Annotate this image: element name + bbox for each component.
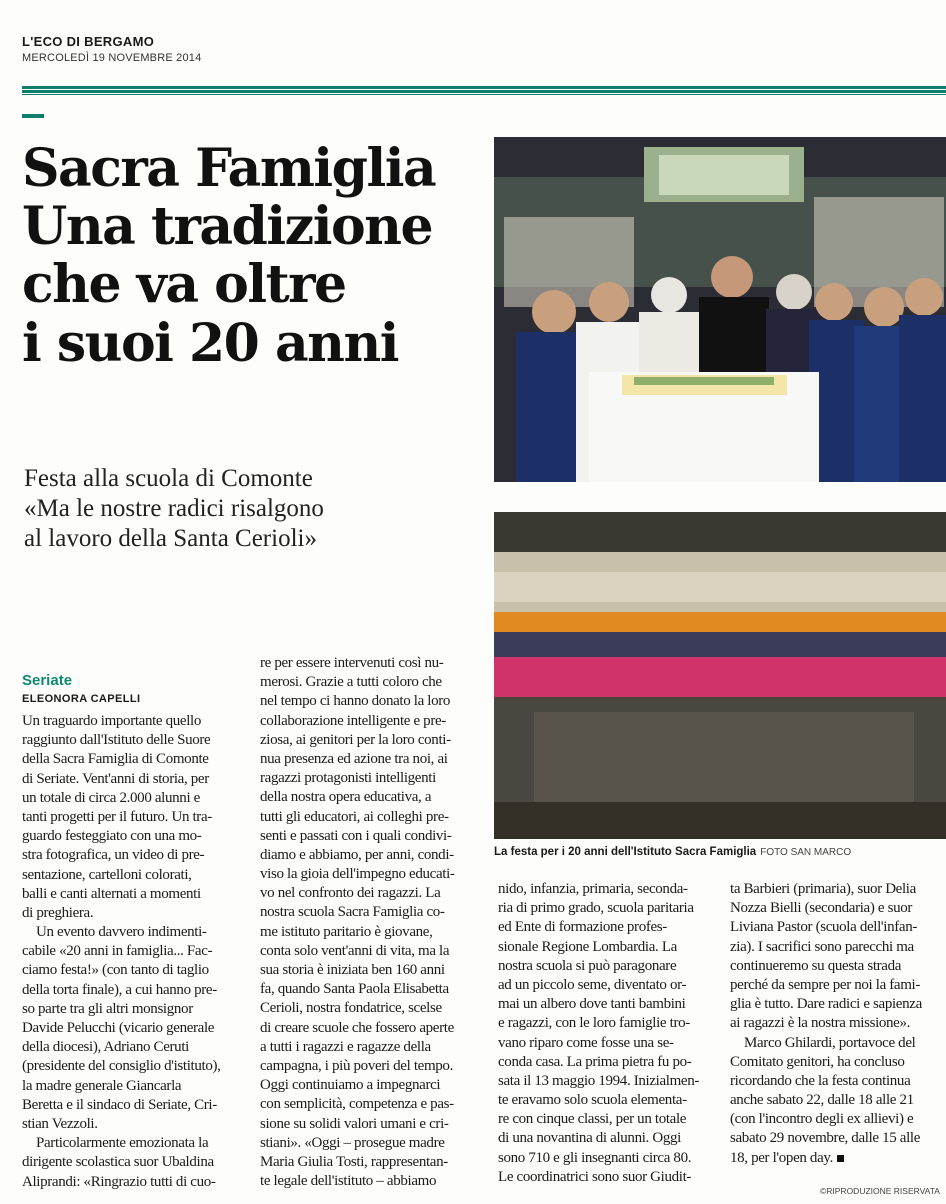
masthead-rule — [22, 86, 946, 95]
article-line: con semplicità, competenza e pas- — [260, 1096, 454, 1113]
article-line: cabile «20 anni in famiglia... Fac- — [22, 943, 213, 960]
byline: ELEONORA CAPELLI — [22, 693, 141, 705]
article-line: Oggi continuiamo a impegnarci — [260, 1077, 441, 1094]
article-line: Liviana Pastor (scuola dell'infan- — [730, 919, 917, 936]
article-line: merosi. Grazie a tutti coloro che — [260, 674, 442, 691]
article-line: a tutti i ragazzi e ragazze della — [260, 1038, 431, 1055]
article-line: re con cinque classi, per un totale — [498, 1111, 687, 1128]
article-line: fa, quando Santa Paola Elisabetta — [260, 981, 449, 998]
subheadline-line: Festa alla scuola di Comonte — [24, 465, 313, 492]
article-line: stian Vezzoli. — [22, 1115, 98, 1132]
article-line: raggiunto dall'Istituto delle Suore — [22, 732, 211, 749]
article-line: continueremo su questa strada — [730, 957, 902, 974]
article-line: di creare scuole che fossero aperte — [260, 1019, 454, 1036]
article-line: ad un piccolo seme, diventato or- — [498, 976, 687, 993]
article-line: ed Ente di formazione profes- — [498, 919, 667, 936]
article-line: Particolarmente emozionata la — [36, 1135, 209, 1152]
article-line: di una novantina di alunni. Oggi — [498, 1130, 681, 1147]
article-line: (presidente del consiglio d'istituto), — [22, 1058, 221, 1075]
subheadline-line: «Ma le nostre radici risalgono — [24, 495, 324, 522]
article-line: Marco Ghilardi, portavoce del — [744, 1034, 916, 1051]
headline-line: Sacra Famiglia — [22, 138, 436, 199]
article-line: ziosa, ai genitori per la loro conti- — [260, 731, 451, 748]
article-line: diamo e abbiamo, per anni, condi- — [260, 846, 454, 863]
article-line: Maria Giulia Tosti, rappresentan- — [260, 1153, 448, 1170]
article-line: conta solo vent'anni di vita, ma la — [260, 942, 450, 959]
article-line: di Seriate. Vent'anni di storia, per — [22, 770, 209, 787]
kicker-mark — [22, 114, 44, 118]
article-line: sione su solidi valori umani e cri- — [260, 1115, 449, 1132]
headline-line: i suoi 20 anni — [22, 312, 399, 374]
end-of-article-mark — [837, 1155, 844, 1162]
article-column-4 — [730, 880, 944, 1168]
article-line: un totale di circa 2.000 alunni e — [22, 789, 200, 806]
article-line: conda casa. La prima pietra fu po- — [498, 1053, 692, 1070]
article-line: stiani». «Oggi – prosegue madre — [260, 1134, 445, 1151]
article-line: perché da sempre per noi la fami- — [730, 976, 921, 993]
article-line: sentazione, cartelloni colorati, — [22, 866, 192, 883]
article-line: so parte tra gli altri monsignor — [22, 1000, 193, 1017]
article-line: anche sabato 22, dalle 18 alle 21 — [730, 1092, 914, 1109]
newspaper-name: L'ECO DI BERGAMO — [22, 34, 155, 49]
article-line: ricordando che la festa continua — [730, 1072, 911, 1089]
article-line: mai un albero dove tanti bambini — [498, 996, 686, 1013]
article-line: campagna, i più poveri del tempo. — [260, 1057, 453, 1074]
article-line: tanti progetti per il futuro. Un tra- — [22, 808, 212, 825]
article-column-2 — [260, 654, 482, 1191]
article-line: di preghiera. — [22, 904, 94, 921]
article-line: (con l'incontro degli ex allievi) e — [730, 1111, 914, 1128]
article-line: balli e canti alternati a momenti — [22, 885, 201, 902]
section-label: Seriate — [22, 672, 73, 689]
article-line: nido, infanzia, primaria, seconda- — [498, 881, 688, 897]
article-line: Aliprandi: «Ringrazio tutti di cuo- — [22, 1173, 216, 1190]
article-line: guardo festeggiato con una mo- — [22, 828, 202, 845]
photo-credit: FOTO SAN MARCO — [760, 847, 852, 858]
article-line: te eravamo solo scuola elementa- — [498, 1092, 687, 1109]
article-line: Nozza Bielli (secondaria) e suor — [730, 900, 913, 917]
article-line: ai ragazzi è la nostra missione». — [730, 1015, 911, 1032]
article-line: 18, per l'open day. — [730, 1149, 944, 1168]
article-line: nel tempo ci hanno donato la loro — [260, 693, 451, 710]
headline-line: Una tradizione — [22, 196, 433, 258]
article-line: sono 710 e gli insegnanti circa 80. — [498, 1149, 692, 1166]
photo-audience — [494, 512, 946, 839]
subheadline — [24, 464, 494, 554]
article-line: Comitato genitori, ha concluso — [730, 1053, 905, 1070]
article-line: vo nel confronto dei ragazzi. La — [260, 885, 441, 902]
article-line: re per essere intervenuti così nu- — [260, 655, 444, 671]
article-line: nostra scuola si può paragonare — [498, 957, 677, 974]
article-line: Un evento davvero indimenti- — [36, 924, 207, 941]
article-line: della Sacra Famiglia di Comonte — [22, 751, 209, 768]
article-line: dirigente scolastica suor Ubaldina — [22, 1154, 214, 1171]
article-line: vano riparo come fosse una se- — [498, 1034, 674, 1051]
article-line: ciamo festa!» (con tanto di taglio — [22, 962, 209, 979]
article-line: zia). I sacrifici sono parecchi ma — [730, 938, 914, 955]
headline-line: che va oltre — [22, 254, 346, 316]
article-line: te legale dell'istituto – abbiamo — [260, 1173, 437, 1190]
article-line: della nostra opera educativa, a — [260, 789, 432, 806]
article-line: sua storia è iniziata ben 160 anni — [260, 962, 445, 978]
article-line: e ragazzi, con le loro famiglie tro- — [498, 1015, 690, 1032]
article-line: sata il 13 maggio 1994. Inizialmen- — [498, 1072, 700, 1089]
article-line: sionale Regione Lombardia. La — [498, 938, 677, 955]
article-line: la madre generale Giancarla — [22, 1077, 182, 1094]
article-line: sabato 29 novembre, dalle 15 alle — [730, 1130, 921, 1147]
article-column-1 — [22, 712, 244, 1192]
article-line: viso la gioia dell'impegno educati- — [260, 866, 455, 883]
copyright-notice: ©RIPRODUZIONE RISERVATA — [820, 1186, 940, 1196]
article-line: Davide Pelucchi (vicario generale — [22, 1020, 215, 1036]
article-line: ria di primo grado, scuola paritaria — [498, 900, 694, 917]
article-line: collaborazione intelligente e pre- — [260, 712, 446, 729]
article-line: Le coordinatrici sono suor Giudit- — [498, 1168, 692, 1185]
publication-date: MERCOLEDÌ 19 NOVEMBRE 2014 — [22, 52, 202, 64]
article-line: senti e passati con i quali condivi- — [260, 827, 452, 844]
article-line: Beretta e il sindaco di Seriate, Cri- — [22, 1096, 217, 1113]
article-line: nua presenza ed azione tra noi, ai — [260, 750, 448, 767]
article-line: Un traguardo importante quello — [22, 713, 202, 729]
subheadline-line: al lavoro della Santa Cerioli» — [24, 525, 317, 552]
article-line: ragazzi protagonisti intelligenti — [260, 770, 436, 787]
headline — [22, 140, 492, 373]
article-line: me istituto paritario è giovane, — [260, 923, 433, 940]
article-line: della torta finale), a cui hanno pre- — [22, 981, 217, 998]
photo-cake-cutting — [494, 137, 946, 482]
photo-caption-text: La festa per i 20 anni dell'Istituto Sacra Famiglia — [494, 846, 757, 858]
article-line: Cerioli, nostra fondatrice, scelse — [260, 1000, 442, 1017]
article-line: stra fotografica, un video di pre- — [22, 847, 205, 864]
article-column-3 — [498, 880, 716, 1187]
article-line: ta Barbieri (primaria), suor Delia — [730, 881, 916, 897]
article-line: della diocesi), Adriano Ceruti — [22, 1039, 189, 1056]
article-line: tutti gli educatori, ai colleghi pre- — [260, 808, 449, 825]
article-line: nostra scuola Sacra Famiglia co- — [260, 904, 445, 921]
photo-caption — [494, 846, 851, 858]
article-line: glia è tutto. Dare radici e sapienza — [730, 996, 922, 1013]
